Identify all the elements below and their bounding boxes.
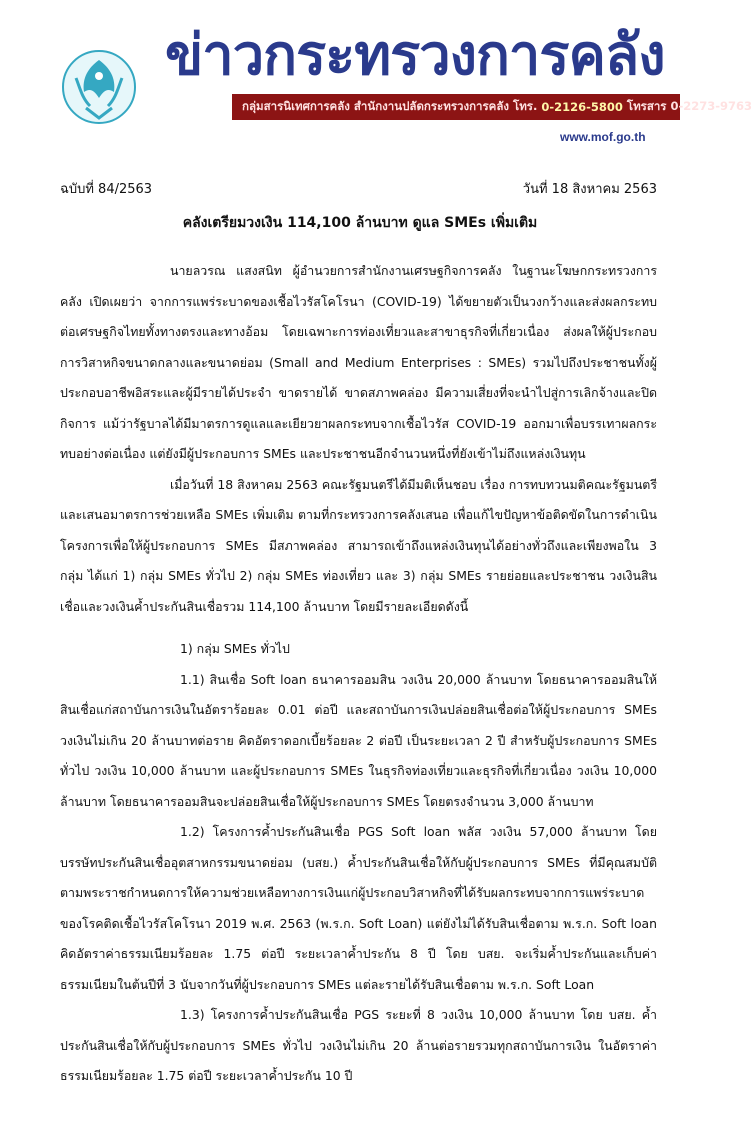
paragraph-intro: นายลวรณ แสงสนิท ผู้อำนวยการสำนักงานเศรษฐกิจการคลัง ในฐานะโฆษกกระทรวงการคลัง เปิดเผยว่า จากการแพร่ระบาดของเชื้อไวรัสโคโรนา (COVID-19) ได้ขยายตัวเป็นวงกว้างและส่งผลกระทบต่อเศรษฐกิจไทยทั้งทางตรงและทางอ้อม โดยเฉพาะการท่องเที่ยวและสาขาธุรกิจที่เกี่ยวเนื่อง ส่งผลให้ผู้ประกอบการวิสาหกิจขนาดกลางและขนาดย่อม (Small and Medium Enterprises : SMEs) รวมไปถึงประชาชนทั้งผู้ประกอบอาชีพอิสระและผู้มีรายได้ประจำ ขาดรายได้ ขาดสภาพคล่อง มีความเสี่ยงที่จะนำไปสู่การเลิกจ้างและปิดกิจการ แม้ว่ารัฐบาลได้มีมาตรการดูแลและเยียวยาผลกระทบจากเชื้อไวรัส COVID-19 ออกมาเพื่อบรรเทาผลกระทบอย่างต่อเนื่อง แต่ยังมีผู้ประกอบการ SMEs และประชาชนอีกจำนวนหนึ่งที่ยังเข้าไม่ถึงแหล่งเงินทุน [60, 263, 657, 461]
issue-meta [60, 178, 657, 199]
document-body [60, 256, 657, 1092]
issue-number: ฉบับที่ 84/2563 [60, 182, 153, 197]
contact-prefix: กลุ่มสารนิเทศการคลัง สำนักงานปลัดกระทรวงการคลัง โทร. [242, 99, 538, 113]
paragraph-cabinet-resolution: เมื่อวันที่ 18 สิงหาคม 2563 คณะรัฐมนตรีได้มีมติเห็นชอบ เรื่อง การทบทวนมติคณะรัฐมนตรีและเสนอมาตรการช่วยเหลือ SMEs เพิ่มเติม ตามที่กระทรวงการคลังเสนอ เพื่อแก้ไขปัญหาข้อติดขัดในการดำเนินโครงการเพื่อให้ผู้ประกอบการ SMEs มีสภาพคล่อง สามารถเข้าถึงแหล่งเงินทุนได้อย่างทั่วถึงและเพียงพอใน 3 กลุ่ม ได้แก่ 1) กลุ่ม SMEs ทั่วไป 2) กลุ่ม SMEs ท่องเที่ยว และ 3) กลุ่ม SMEs รายย่อยและประชาชน วงเงินสินเชื่อและวงเงินค้ำประกันสินเชื่อรวม 114,100 ล้านบาท โดยมีรายละเอียดดังนี้ [60, 476, 657, 614]
banner-title: ข่าวกระทรวงการคลัง [165, 23, 665, 88]
phone-number: 0-2126-5800 [541, 100, 623, 114]
item-1-2-pgs-soft-loan-plus: 1.2) โครงการค้ำประกันสินเชื่อ PGS Soft loan พลัส วงเงิน 57,000 ล้านบาท โดยบรรษัทประกันสินเชื่ออุตสาหกรรมขนาดย่อม (บสย.) ค้ำประกันสินเชื่อให้กับผู้ประกอบการ SMEs ที่มีคุณสมบัติตามพระราชกำหนดการให้ความช่วยเหลือทางการเงินแก่ผู้ประกอบวิสาหกิจที่ได้รับผลกระทบจากการแพร่ระบาดของโรคติดเชื้อไวรัสโคโรนา 2019 พ.ศ. 2563 (พ.ร.ก. Soft Loan) แต่ยังไม่ได้รับสินเชื่อตาม พ.ร.ก. Soft loan คิดอัตราค่าธรรมเนียมร้อยละ 1.75 ต่อปี ระยะเวลาค้ำประกัน 8 ปี โดย บสย. จะเริ่มค้ำประกันและเก็บค่าธรรมเนียมในต้นปีที่ 3 นับจากวันที่ผู้ประกอบการ SMEs แต่ละรายได้รับสินเชื่อตาม พ.ร.ก. Soft Loan [60, 824, 657, 992]
fax-number: โทรสาร 0-2273-9763 [626, 99, 752, 113]
website-url[interactable]: www.mof.go.th [560, 130, 646, 144]
item-1-3-pgs-phase-8: 1.3) โครงการค้ำประกันสินเชื่อ PGS ระยะที่ 8 วงเงิน 10,000 ล้านบาท โดย บสย. ค้ำประกันสินเชื่อให้กับผู้ประกอบการ SMEs ทั่วไป วงเงินไม่เกิน 20 ล้านต่อรายรวมทุกสถาบันการเงิน ในอัตราค่าธรรมเนียมร้อยละ 1.75 ต่อปี ระยะเวลาค้ำประกัน 10 ปี [60, 1007, 658, 1083]
press-release-header [0, 0, 752, 160]
issue-date: วันที่ 18 สิงหาคม 2563 [522, 182, 657, 197]
section-heading-general-smes: 1) กลุ่ม SMEs ทั่วไป [180, 641, 290, 656]
page-title: คลังเตรียมวงเงิน 114,100 ล้านบาท ดูแล SMEs เพิ่มเติม [182, 215, 538, 231]
garuda-emblem-icon [60, 48, 138, 126]
contact-bar [232, 94, 752, 120]
item-1-1-soft-loan: 1.1) สินเชื่อ Soft loan ธนาคารออมสิน วงเงิน 20,000 ล้านบาท โดยธนาคารออมสินให้สินเชื่อแก่สถาบันการเงินในอัตราร้อยละ 0.01 ต่อปี และสถาบันการเงินปล่อยสินเชื่อต่อให้ผู้ประกอบการ SMEs วงเงินไม่เกิน 20 ล้านบาทต่อราย คิดอัตราดอกเบี้ยร้อยละ 2 ต่อปี เป็นระยะเวลา 2 ปี สำหรับผู้ประกอบการ SMEs ทั่วไป วงเงิน 10,000 ล้านบาท และผู้ประกอบการ SMEs ในธุรกิจท่องเที่ยวและธุรกิจที่เกี่ยวเนื่อง วงเงิน 10,000 ล้านบาท โดยธนาคารออมสินจะปล่อยสินเชื่อให้ผู้ประกอบการ SMEs โดยตรงจำนวน 3,000 ล้านบาท [60, 671, 657, 809]
